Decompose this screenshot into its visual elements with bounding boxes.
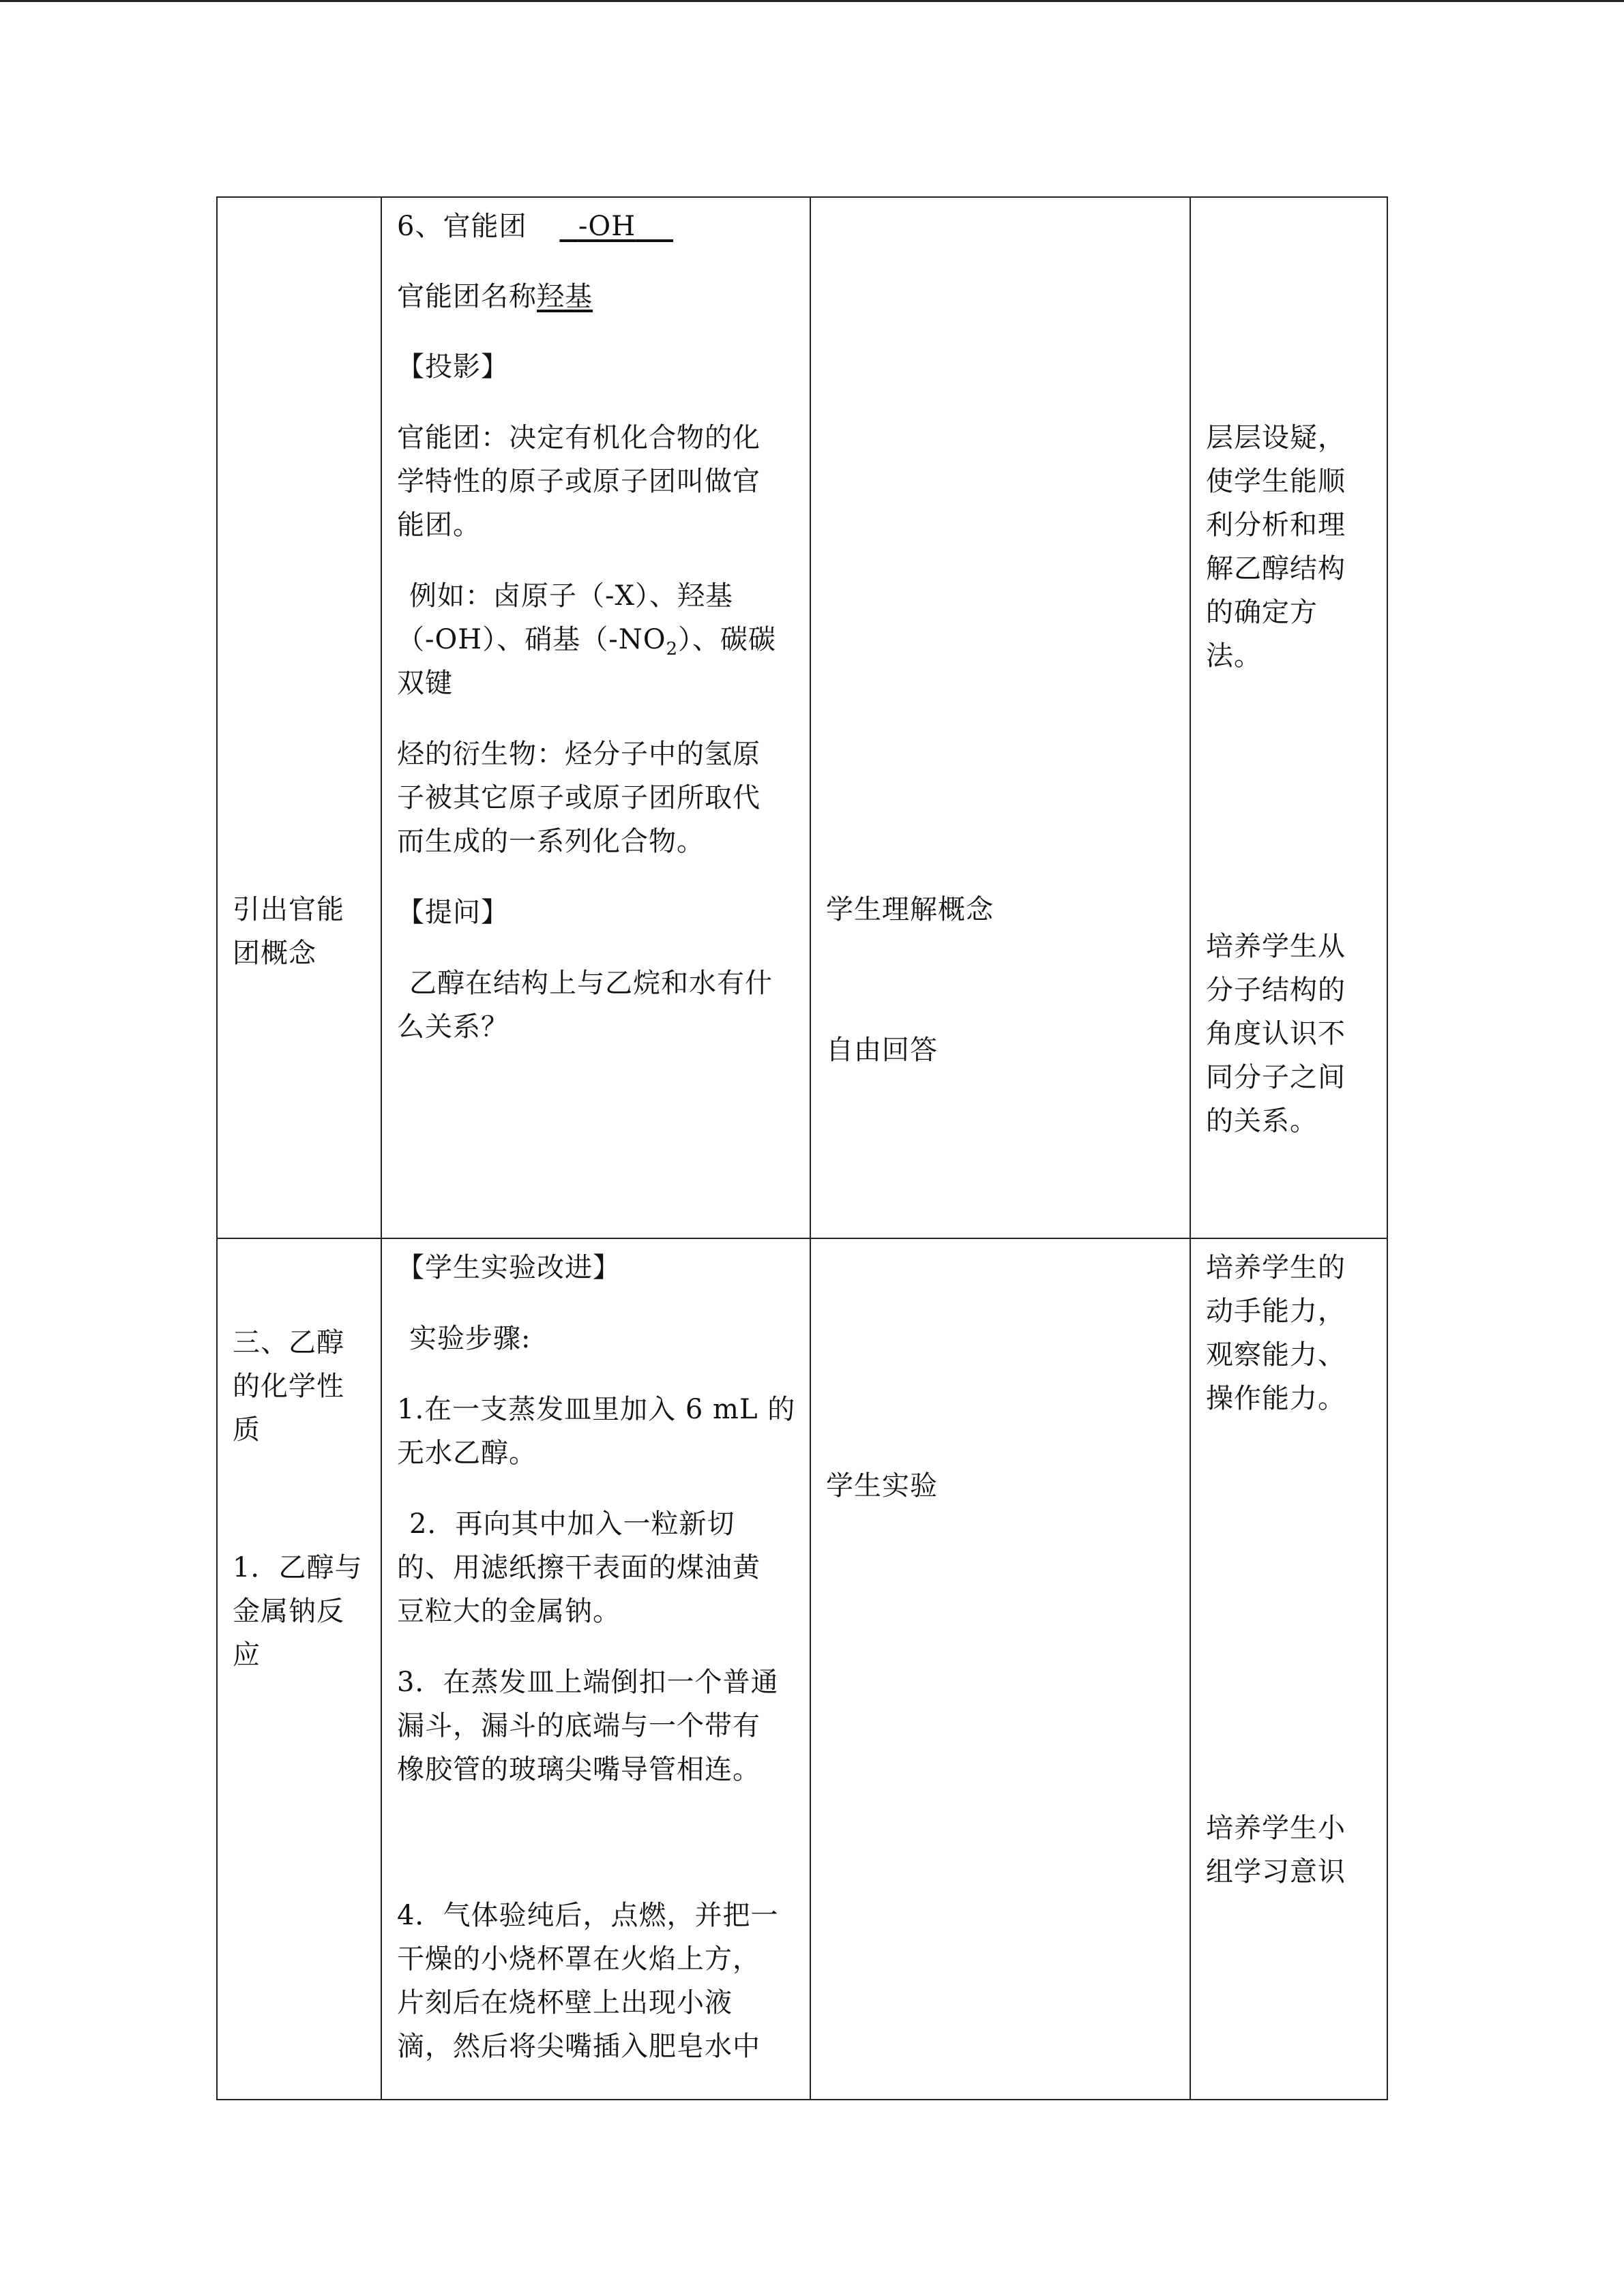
row1-content-cell <box>381 197 810 1238</box>
topic-line: 团概念 <box>233 938 316 969</box>
step-line: 2．再向其中加入一粒新切 <box>409 1508 735 1540</box>
definition-line: 学特性的原子或原子团叫做官 <box>397 466 761 497</box>
design-intent-line: 同分子之间 <box>1206 1062 1346 1093</box>
step-line: 1.在一支蒸发皿里加入 6 mL 的 <box>397 1394 796 1425</box>
design-intent-line: 分子结构的 <box>1206 974 1346 1006</box>
design-intent-line: 培养学生的 <box>1206 1252 1346 1283</box>
derivative-line: 烃的衍生物：烃分子中的氢原 <box>397 739 761 770</box>
functional-group-name-line <box>397 275 677 318</box>
functional-group-line <box>397 205 689 248</box>
design-intent-line: 培养学生从 <box>1206 931 1346 962</box>
topic-line: 应 <box>233 1639 261 1671</box>
design-intent-line: 解乙醇结构 <box>1206 553 1346 584</box>
design-intent-line: 使学生能顺 <box>1206 466 1346 497</box>
topic-line: 1．乙醇与 <box>233 1552 363 1583</box>
row1-topic-cell <box>217 197 381 1238</box>
functional-group-name-label: 官能团名称 <box>397 281 537 312</box>
row2-design-intent-cell <box>1190 1238 1387 2100</box>
design-intent-line: 层层设疑， <box>1206 422 1346 453</box>
topic-line: 质 <box>233 1414 261 1446</box>
topic-line: 金属钠反 <box>233 1596 344 1627</box>
step-line: 无水乙醇。 <box>397 1437 537 1469</box>
question-line: 么关系？ <box>397 1011 509 1043</box>
projection-tag: 【投影】 <box>397 351 509 383</box>
lesson-plan-table <box>216 196 1388 2100</box>
table-row <box>217 1238 1387 2100</box>
question-tag: 【提问】 <box>397 897 509 928</box>
step-line: 干燥的小烧杯罩在火焰上方， <box>397 1943 761 1975</box>
step-line: 4．气体验纯后，点燃，并把一 <box>397 1900 779 1931</box>
design-intent-line: 观察能力、 <box>1206 1339 1346 1371</box>
design-intent-line: 操作能力。 <box>1206 1383 1346 1414</box>
row1-design-intent-cell <box>1190 197 1387 1238</box>
row2-content-cell <box>381 1238 810 2100</box>
experiment-tag: 【学生实验改进】 <box>397 1252 621 1283</box>
student-activity-line: 学生实验 <box>826 1470 938 1502</box>
definition-line: 官能团：决定有机化合物的化 <box>397 422 761 453</box>
functional-group-label: 6、官能团 <box>397 211 527 242</box>
topic-line: 的化学性 <box>233 1371 344 1402</box>
design-intent-line: 角度认识不 <box>1206 1018 1346 1049</box>
topic-line: 引出官能 <box>233 894 344 925</box>
question-line: 乙醇在结构上与乙烷和水有什 <box>409 968 773 999</box>
functional-group-name-value: 羟基 <box>537 281 593 312</box>
step-line: 的、用滤纸擦干表面的煤油黄 <box>397 1552 761 1583</box>
design-intent-line: 培养学生小 <box>1206 1813 1346 1844</box>
design-intent-line: 法。 <box>1206 640 1262 672</box>
step-line: 片刻后在烧杯壁上出现小液 <box>397 1987 733 2018</box>
derivative-line: 而生成的一系列化合物。 <box>397 826 705 857</box>
row1-student-activity-cell <box>810 197 1190 1238</box>
design-intent-line: 动手能力， <box>1206 1296 1346 1327</box>
table-row <box>217 197 1387 1238</box>
derivative-line: 子被其它原子或原子团所取代 <box>397 782 761 814</box>
topic-line: 三、乙醇 <box>233 1327 344 1358</box>
design-intent-line: 的关系。 <box>1206 1105 1318 1137</box>
student-activity-line: 自由回答 <box>826 1034 938 1066</box>
functional-group-formula: -OH <box>578 211 636 242</box>
step-line: 滴，然后将尖嘴插入肥皂水中 <box>397 2031 761 2062</box>
design-intent-line: 的确定方 <box>1206 597 1318 628</box>
student-activity-line: 学生理解概念 <box>826 894 994 925</box>
page-top-border <box>0 0 1624 2</box>
step-line: 3．在蒸发皿上端倒扣一个普通 <box>397 1667 779 1698</box>
example-line: （-OH）、硝基$(-NO_2)$、碳碳 <box>397 624 777 659</box>
step-line: 漏斗，漏斗的底端与一个带有 <box>397 1710 761 1742</box>
step-line: 豆粒大的金属钠。 <box>397 1596 621 1627</box>
design-intent-line: 组学习意识 <box>1206 1856 1346 1888</box>
step-line: 橡胶管的玻璃尖嘴导管相连。 <box>397 1754 761 1785</box>
example-line: 例如：卤原子（-X）、羟基 <box>409 580 733 612</box>
row2-topic-cell <box>217 1238 381 2100</box>
design-intent-line: 利分析和理 <box>1206 509 1346 541</box>
example-line: 双键 <box>397 668 453 699</box>
definition-line: 能团。 <box>397 509 481 541</box>
row2-student-activity-cell <box>810 1238 1190 2100</box>
steps-title: 实验步骤: <box>409 1323 531 1354</box>
